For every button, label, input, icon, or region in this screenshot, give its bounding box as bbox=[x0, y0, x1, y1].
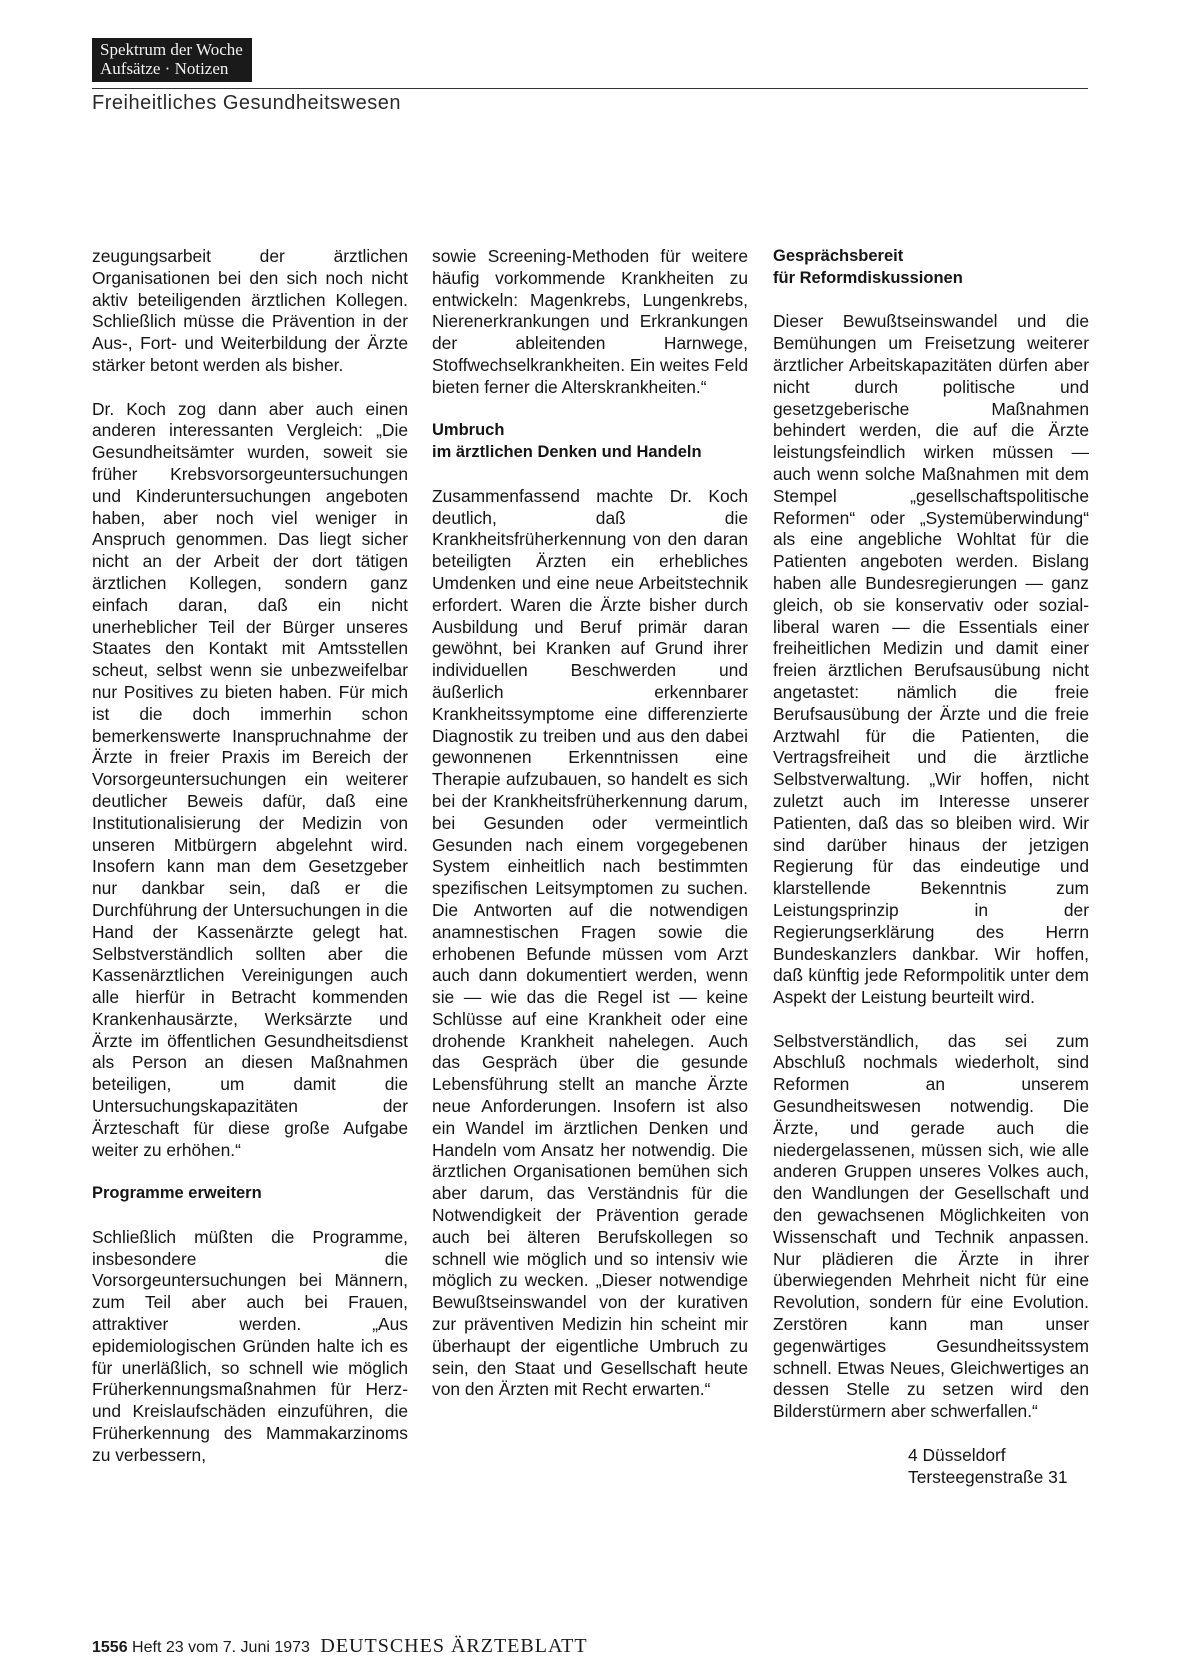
col3-paragraph-1: Dieser Bewußtseinswandel und die Bemühungen um Freisetzung weiterer ärztlicher Arbeitskapazitäten dürfen aber nicht durch politische und gesetzgeberische Maßnahmen behindert werden, die auf die Ärzte leistungsfeindlich wirken müssen — auch wenn solche Maßnahmen mit dem Stempel „gesellschaftspolitische Reformen“ oder „Systemüberwindung“ als eine angebliche Wohltat für die Patienten angeboten werden. Bislang haben alle Bundesregierungen — ganz gleich, ob sie konservativ oder sozial-liberal waren — die Essentials einer freiheitlichen Medizin und damit einer freien ärztlichen Berufsausübung nicht angetastet: nämlich die freie Berufsausübung der Ärzte und die freie Arztwahl für die Patienten, die Vertragsfreiheit und die ärztliche Selbstverwaltung. „Wir hoffen, nicht zuletzt auch im Interesse unserer Patienten, daß das so bleiben wird. Wir sind darüber hinaus der jetzigen Regierung für das eindeutige und klarstellende Bekenntnis zum Leistungsprinzip in der Regierungserklärung des Herrn Bundeskanzlers dankbar. Wir hoffen, daß künftig jede Reformpolitik unter dem Aspekt der Leistung beurteilt wird. bbox=[773, 311, 1089, 1008]
masthead-line-2: Aufsätze · Notizen bbox=[100, 59, 229, 78]
address-city: 4 Düsseldorf bbox=[908, 1444, 1006, 1465]
column-1 bbox=[92, 246, 408, 1488]
col3-paragraph-2: Selbstverständlich, das sei zum Abschluß nochmals wiederholt, sind Reformen an unserem Gesundheitswesen notwendig. Die Ärzte, und gerade auch die niedergelassenen, müssen sich, wie alle anderen Gruppen unseres Volkes auch, den Wandlungen der Gesellschaft und den gewachsenen Möglichkeiten von Wissenschaft und Technik anpassen. Nur plädieren die Ärzte in ihrer überwiegenden Mehrheit nicht für eine Revolution, sondern für eine Evolution. Zerstören kann man unser gegenwärtiges Gesundheitssystem schnell. Etwas Neues, Gleichwertiges an dessen Stelle zu setzen wird den Bilderstürmern aber schwerfallen.“ bbox=[773, 1030, 1089, 1422]
col1-paragraph-3: Schließlich müßten die Programme, insbesondere die Vorsorgeuntersuchungen bei Männern, zum Teil aber auch bei Frauen, attraktiver werden. „Aus epidemiologischen Gründen halte ich es für unerläßlich, so schnell wie möglich Früherkennungsmaßnahmen für Herz- und Kreislaufschäden einzuführen, die Früherkennung des Mammakarzinoms zu verbessern, bbox=[92, 1226, 408, 1465]
col2-paragraph-1: sowie Screening-Methoden für weitere häufig vorkommende Krankheiten zu entwickeln: Magenkrebs, Lungenkrebs, Nierenerkrankungen und Erkrankungen der ableitenden Harnwege, Stoffwechselkrankheiten. Ein weites Feld bieten ferner die Alterskrankheiten.“ bbox=[432, 246, 748, 397]
magazine-name: DEUTSCHES ÄRZTEBLATT bbox=[320, 1635, 588, 1657]
col1-paragraph-2: Dr. Koch zog dann aber auch einen anderen interessanten Vergleich: „Die Gesundheitsämter wurden, soweit sie früher Krebsvorsorgeuntersuchungen und Kinderuntersuchungen angeboten haben, aber noch viel weniger in Anspruch genommen. Das liegt sicher nicht an der Arbeit der dort tätigen ärztlichen Kollegen, sondern ganz einfach daran, daß ein nicht unerheblicher Teil der Bürger unseres Staates den Kontakt mit Amtsstellen scheut, selbst wenn sie unbezweifelbar nur Positives zu bieten haben. Für mich ist die doch immerhin schon bemerkenswerte Inanspruchnahme der Ärzte in freier Praxis im Bereich der Vorsorgeuntersuchungen ein weiterer deutlicher Beweis dafür, daß eine Institutionalisierung der Medizin von unseren Mitbürgern abgelehnt wird. Insofern kann man dem Gesetzgeber nur dankbar sein, daß er die Durchführung der Untersuchungen in die Hand der Kassenärzte gelegt hat. Selbstverständlich sollten aber die Kassenärztlichen Vereinigungen auch alle hierfür in Betracht kommenden Krankenhausärzte, Werksärzte und Ärzte im öffentlichen Gesundheitsdienst als Person an diesen Maßnahmen beteiligen, um damit die Untersuchungskapazitäten der Ärzteschaft für diese große Aufgabe weiter zu erhöhen.“ bbox=[92, 398, 408, 1160]
heading-line-2: für Reformdiskussionen bbox=[773, 268, 963, 287]
heading-line-2: im ärztlichen Denken und Handeln bbox=[432, 443, 702, 462]
heading-line-1: Gesprächsbereit bbox=[773, 247, 904, 265]
heading-gespraechsbereit bbox=[773, 246, 1089, 290]
issue-info: Heft 23 vom 7. Juni 1973 bbox=[132, 1639, 310, 1656]
author-address bbox=[908, 1445, 1089, 1489]
page-footer bbox=[92, 1635, 588, 1658]
heading-line-1: Umbruch bbox=[432, 421, 505, 440]
column-2 bbox=[432, 246, 748, 1423]
column-3 bbox=[773, 246, 1089, 1488]
section-title: Freiheitliches Gesundheitswesen bbox=[92, 92, 401, 114]
col2-paragraph-2: Zusammenfassend machte Dr. Koch deutlich, daß die Krankheitsfrüherkennung von den daran beteiligten Ärzten ein erhebliches Umdenken und eine neue Arbeitstechnik erfordert. Waren die Ärzte bisher durch Ausbildung und Beruf primär daran gewöhnt, bei Kranken auf Grund ihrer individuellen Beschwerden und äußerlich erkennbarer Krankheitssymptome eine differenzierte Diagnostik zu treiben und aus den dabei gewonnenen Erkenntnissen eine Therapie aufzubauen, so handelt es sich bei der Krankheitsfrüherkennung darum, bei Gesunden oder vermeintlich Gesunden nach einem vorgegebenen System einheitlich nach bestimmten spezifischen Leitsymptomen zu suchen. Die Antworten auf die notwendigen anamnestischen Fragen sowie die erhobenen Befunde müssen vom Arzt auch dann dokumentiert werden, wenn sie — wie das die Regel ist — keine Schlüsse auf eine Krankheit oder eine drohende Krankheit nahelegen. Auch das Gespräch über die gesunde Lebensführung stellt an manche Ärzte neue Anforderungen. Insofern ist also ein Wandel im ärztlichen Denken und Handeln vom Ansatz her notwendig. Die ärztlichen Organisationen bemühen sich aber darum, das Verständnis für die Notwendigkeit der Prävention gerade auch bei älteren Berufskollegen so schnell wie möglich und so intensiv wie möglich zu wecken. „Dieser notwendige Bewußtseinswandel von der kurativen zur präventiven Medizin hin scheint mir überhaupt der eigentliche Umbruch zu sein, den Staat und Gesellschaft heute von den Ärzten mit Recht erwarten.“ bbox=[432, 485, 748, 1400]
heading-text: Programme erweitern bbox=[92, 1184, 262, 1203]
masthead-line-1: Spektrum der Woche bbox=[100, 40, 243, 59]
address-street: Tersteegenstraße 31 bbox=[908, 1466, 1068, 1487]
col1-paragraph-1: zeugungsarbeit der ärztlichen Organisationen bei den sich noch nicht aktiv beteiligenden ärztlichen Kollegen. Schließlich müsse die Prävention in der Aus-, Fort- und Weiterbildung der Ärzte stärker betont werden als bisher. bbox=[92, 246, 408, 375]
heading-programme-erweitern bbox=[92, 1183, 408, 1205]
header-rule bbox=[92, 88, 1088, 89]
heading-umbruch bbox=[432, 420, 748, 464]
page-number: 1556 bbox=[92, 1639, 128, 1656]
masthead bbox=[92, 38, 252, 82]
